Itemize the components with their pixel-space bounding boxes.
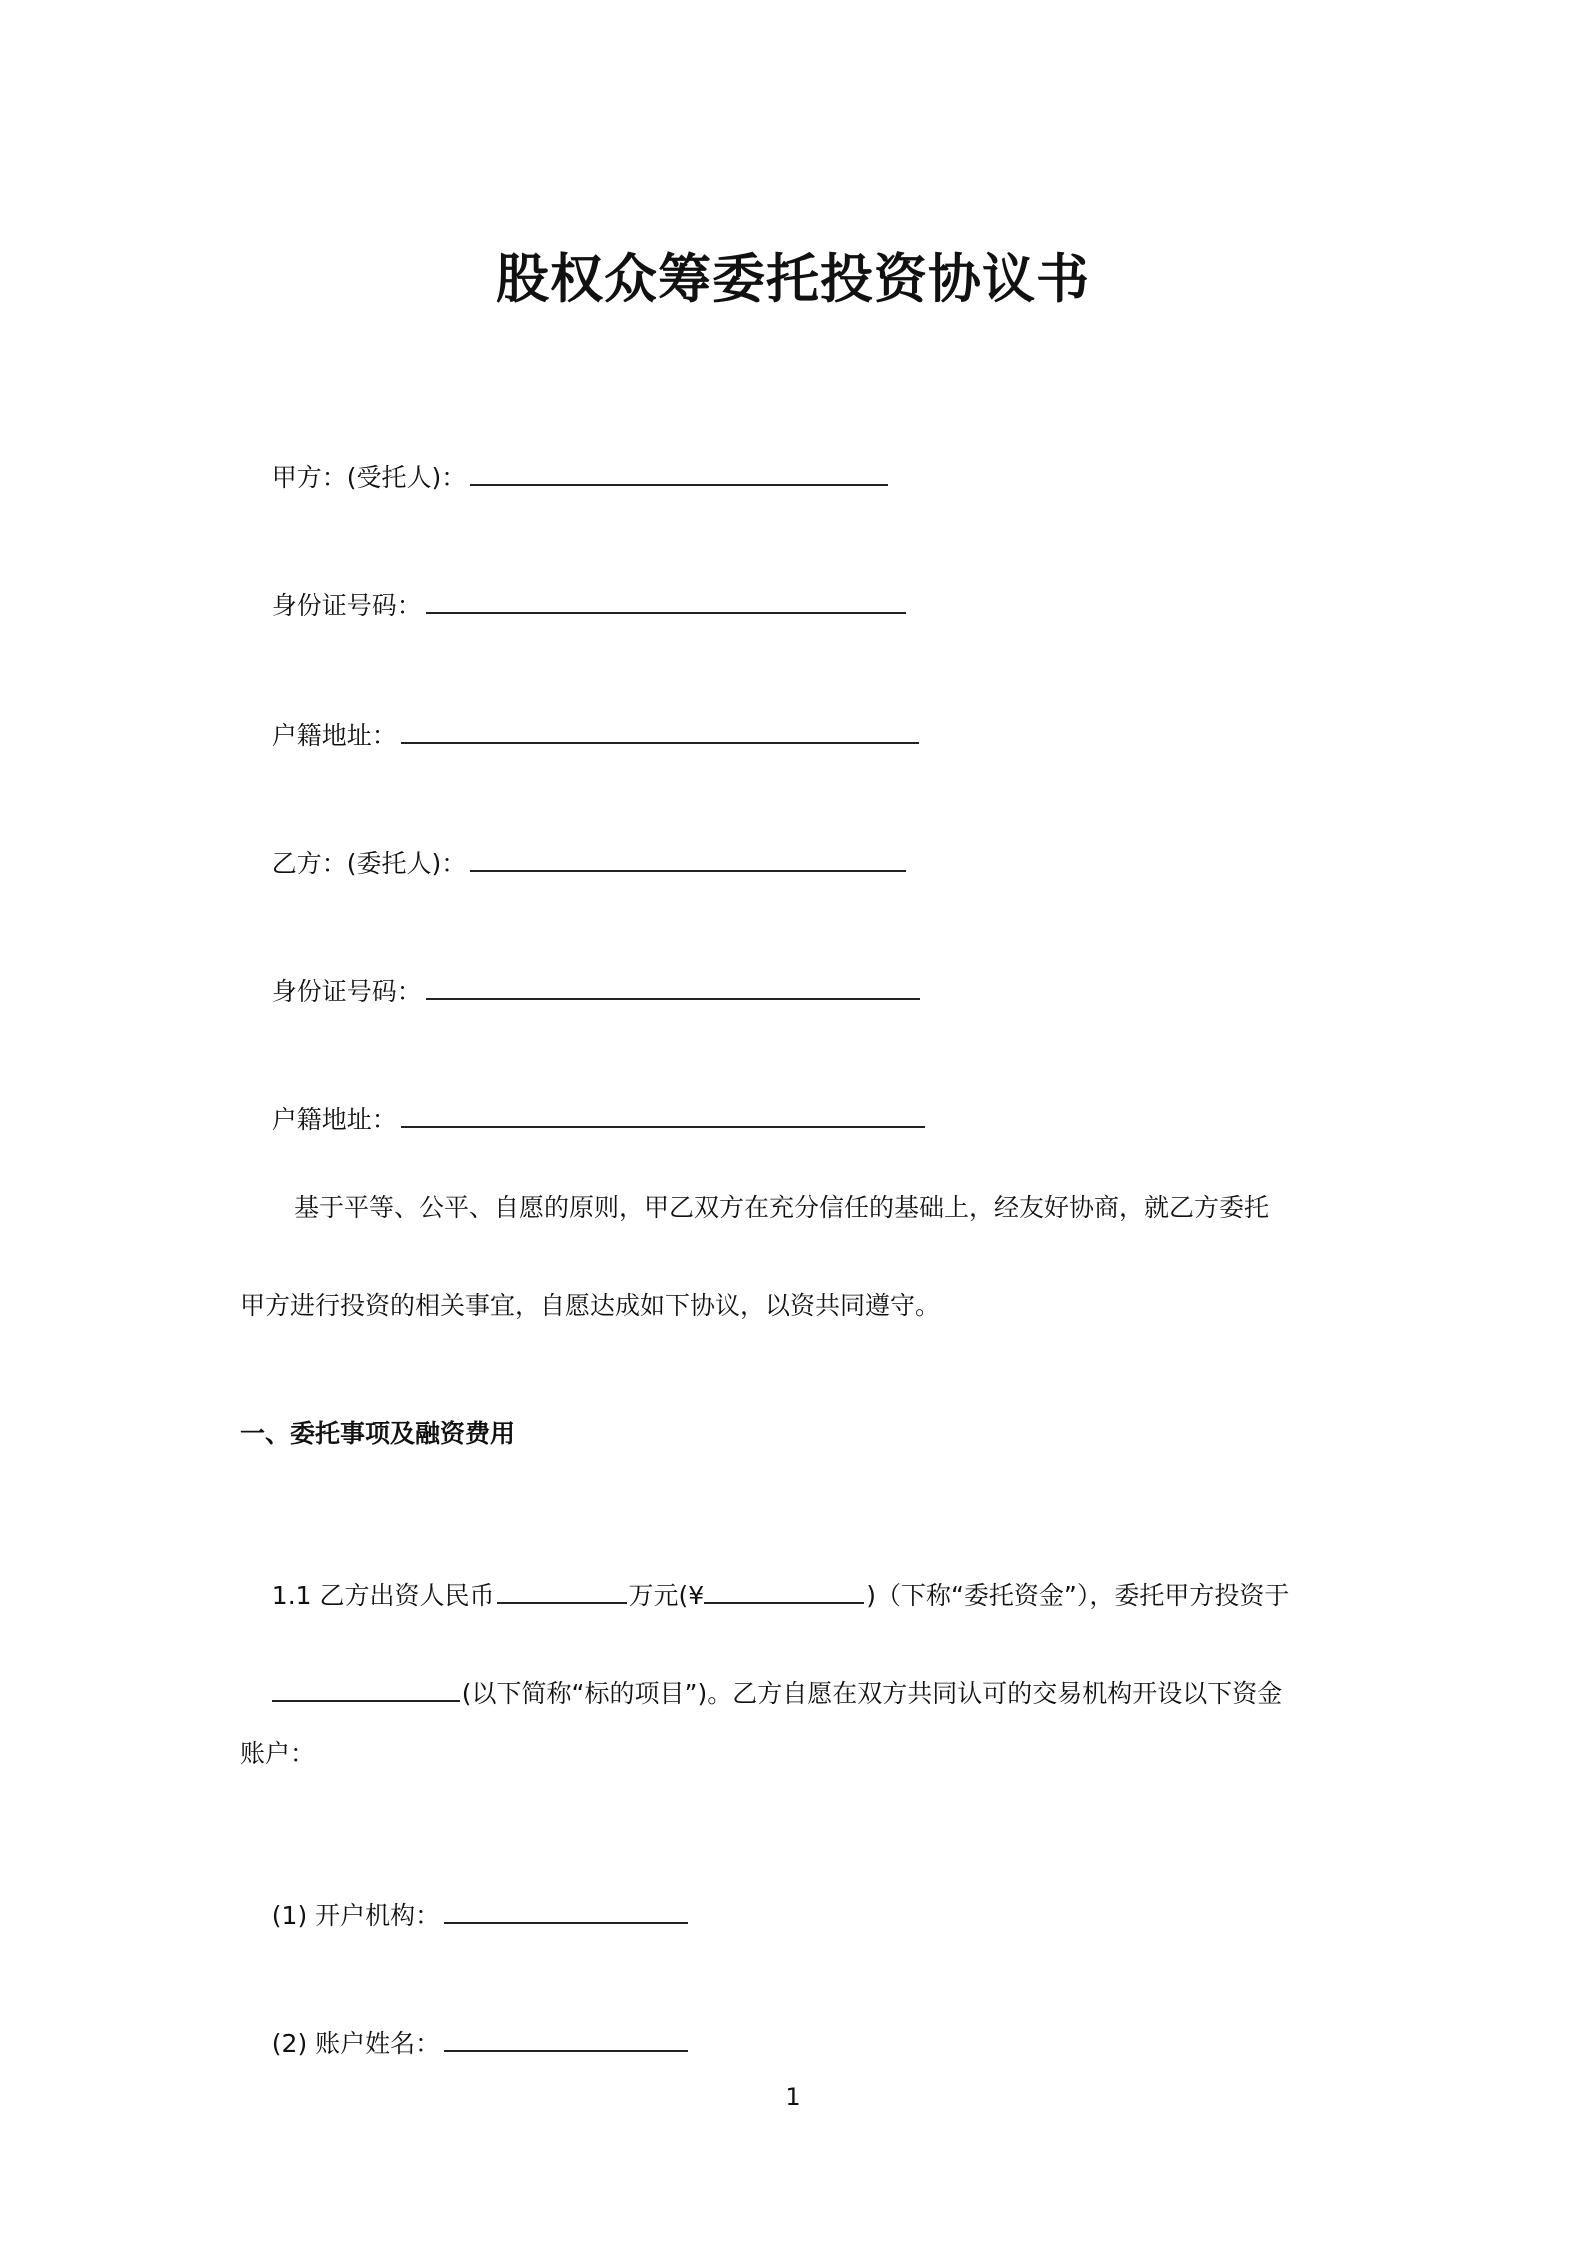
party-b-label: 乙方：(委托人)：	[271, 849, 467, 878]
section-1-heading: 一、委托事项及融资费用	[240, 1419, 516, 1448]
party-a-id-field	[240, 552, 906, 660]
party-b-id-field	[240, 938, 920, 1046]
account-item-2-label: (2) 账户姓名：	[271, 2029, 441, 2058]
party-a-label: 甲方：(受托人)：	[271, 463, 467, 492]
page-number: 1	[785, 2083, 801, 2111]
clause-1-1-line-2	[240, 1640, 1282, 1748]
party-a-address-blank[interactable]	[401, 720, 919, 744]
party-b-address-field	[240, 1066, 925, 1174]
preamble-line-2: 甲方进行投资的相关事宜，自愿达成如下协议，以资共同遵守。	[240, 1291, 941, 1320]
preamble-line-1: 基于平等、公平、自愿的原则，甲乙双方在充分信任的基础上，经友好协商，就乙方委托	[294, 1193, 1270, 1222]
party-a-address-field	[240, 682, 919, 790]
clause-1-1-line-3: 账户：	[240, 1739, 316, 1768]
party-b-blank[interactable]	[470, 848, 906, 872]
document-title: 股权众筹委托投资协议书	[496, 249, 1090, 310]
party-b-id-label: 身份证号码：	[271, 977, 422, 1006]
party-b-field	[240, 810, 906, 918]
amount-figure-blank[interactable]	[704, 1580, 864, 1604]
party-a-blank[interactable]	[470, 462, 888, 486]
account-institution-blank[interactable]	[444, 1900, 688, 1924]
party-b-address-label: 户籍地址：	[271, 1105, 397, 1134]
party-a-id-label: 身份证号码：	[271, 591, 422, 620]
project-name-blank[interactable]	[272, 1678, 460, 1702]
party-a-id-blank[interactable]	[426, 590, 906, 614]
party-b-id-blank[interactable]	[426, 976, 920, 1000]
clause-1-1-text-d: (以下简称“标的项目”)。乙方自愿在双方共同认可的交易机构开设以下资金	[461, 1679, 1283, 1708]
clause-1-1-text-b: 万元(¥	[628, 1581, 705, 1610]
party-a-address-label: 户籍地址：	[271, 721, 397, 750]
party-b-address-blank[interactable]	[401, 1104, 925, 1128]
amount-blank[interactable]	[497, 1580, 627, 1604]
party-a-field	[240, 424, 888, 532]
clause-1-1-text-c: )（下称“委托资金”），委托甲方投资于	[866, 1581, 1290, 1610]
account-name-blank[interactable]	[444, 2028, 688, 2052]
clause-1-1-text-a: 1.1 乙方出资人民币	[271, 1581, 495, 1610]
account-item-1-label: (1) 开户机构：	[271, 1901, 441, 1930]
clause-1-1-line-1	[240, 1542, 1289, 1650]
account-item-1	[240, 1862, 688, 1970]
